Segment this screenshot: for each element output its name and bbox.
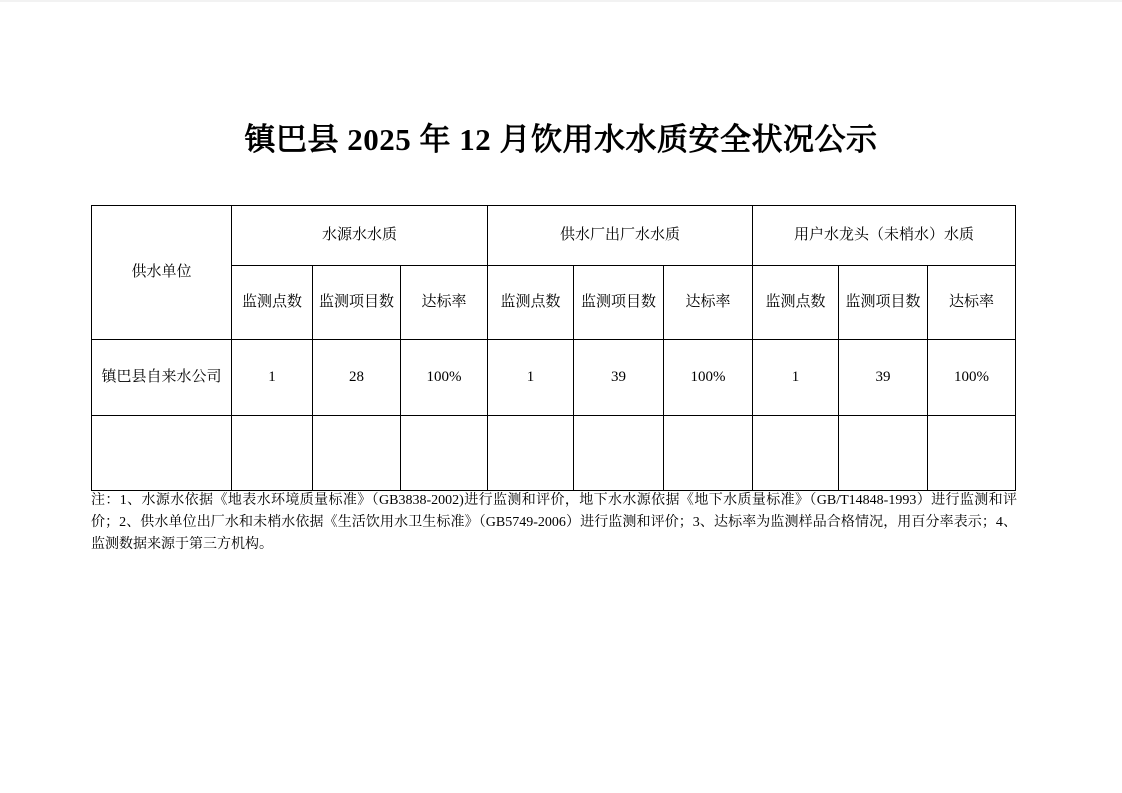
empty-cell <box>928 416 1016 491</box>
plant-compliance-rate: 100% <box>664 340 753 416</box>
plant-monitoring-items: 39 <box>574 340 664 416</box>
water-quality-table <box>91 205 1016 491</box>
subheader-monitoring-items: 监测项目数 <box>574 266 664 340</box>
empty-cell <box>574 416 664 491</box>
source-monitoring-points: 1 <box>232 340 313 416</box>
subheader-compliance-rate: 达标率 <box>928 266 1016 340</box>
empty-cell <box>92 416 232 491</box>
group-header-plant-outlet-water: 供水厂出厂水水质 <box>488 206 753 266</box>
subheader-compliance-rate: 达标率 <box>401 266 488 340</box>
subheader-monitoring-items: 监测项目数 <box>313 266 401 340</box>
subheader-monitoring-points: 监测点数 <box>753 266 839 340</box>
source-monitoring-items: 28 <box>313 340 401 416</box>
empty-cell <box>753 416 839 491</box>
supply-unit-name: 镇巴县自来水公司 <box>92 340 232 416</box>
subheader-monitoring-points: 监测点数 <box>488 266 574 340</box>
empty-cell <box>401 416 488 491</box>
empty-cell <box>839 416 928 491</box>
table-row-empty <box>92 416 1016 491</box>
empty-cell <box>232 416 313 491</box>
plant-monitoring-points: 1 <box>488 340 574 416</box>
subheader-compliance-rate: 达标率 <box>664 266 753 340</box>
source-compliance-rate: 100% <box>401 340 488 416</box>
group-header-user-tap-water: 用户水龙头（未梢水）水质 <box>753 206 1016 266</box>
group-header-source-water: 水源水水质 <box>232 206 488 266</box>
page-title: 镇巴县 2025 年 12 月饮用水水质安全状况公示 <box>244 122 878 157</box>
table-row <box>92 340 1016 416</box>
subheader-monitoring-items: 监测项目数 <box>839 266 928 340</box>
tap-monitoring-points: 1 <box>753 340 839 416</box>
column-header-supply-unit: 供水单位 <box>92 206 232 340</box>
empty-cell <box>488 416 574 491</box>
subheader-monitoring-points: 监测点数 <box>232 266 313 340</box>
table-header-row-groups <box>92 206 1016 266</box>
tap-monitoring-items: 39 <box>839 340 928 416</box>
empty-cell <box>313 416 401 491</box>
footnote: 注：1、水源水依据《地表水环境质量标准》（GB3838-2002)进行监测和评价，地下水水源依据《地下水质量标准》（GB/T14848-1993）进行监测和评价；2、供水单位出厂水和未梢水依据《生活饮用水卫生标准》（GB5749-2006）进行监测和评价；3、达标率为监测样品合格情况，用百分率表示；4、监测数据来源于第三方机构。 <box>91 493 1017 552</box>
empty-cell <box>664 416 753 491</box>
tap-compliance-rate: 100% <box>928 340 1016 416</box>
